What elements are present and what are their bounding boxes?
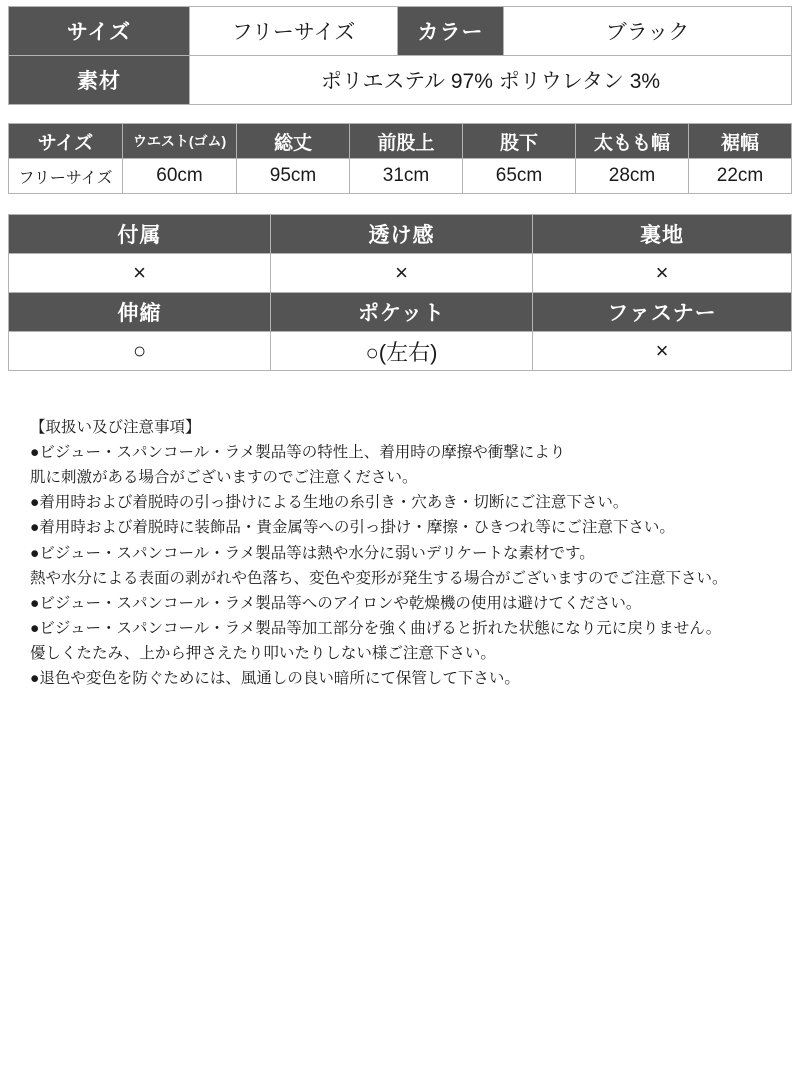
attr-header-zipper: ファスナー xyxy=(533,293,792,332)
attribute-table xyxy=(8,214,792,371)
measure-header-hem-width: 裾幅 xyxy=(689,124,792,159)
care-notes xyxy=(8,415,792,691)
measurement-table xyxy=(8,123,792,194)
measure-header-thigh-width: 太もも幅 xyxy=(576,124,689,159)
attr-header-pocket: ポケット xyxy=(271,293,533,332)
attr-header-accessory: 付属 xyxy=(9,215,271,254)
spec-label-material: 素材 xyxy=(9,56,190,105)
measure-value-inseam: 65cm xyxy=(463,159,576,194)
care-note-line: 肌に刺激がある場合がございますのでご注意ください。 xyxy=(30,469,418,487)
measure-value-thigh-width: 28cm xyxy=(576,159,689,194)
attr-value-sheerness: × xyxy=(271,254,533,293)
attr-value-lining: × xyxy=(533,254,792,293)
measure-value-waist: 60cm xyxy=(123,159,237,194)
measure-header-waist: ウエスト(ゴム) xyxy=(123,124,237,159)
attr-value-stretch: ○ xyxy=(9,332,271,371)
measure-value-size: フリーサイズ xyxy=(9,159,123,194)
measure-value-hem-width: 22cm xyxy=(689,159,792,194)
care-note-line: 優しくたたみ、上から押さえたり叩いたりしない様ご注意下さい。 xyxy=(30,644,496,662)
care-notes-title: 【取扱い及び注意事項】 xyxy=(30,419,201,436)
table-row xyxy=(9,254,792,293)
attr-header-lining: 裏地 xyxy=(533,215,792,254)
care-note-line: ●着用時および着脱時に装飾品・貴金属等への引っ掛け・摩擦・ひきつれ等にご注意下さい。 xyxy=(30,519,675,537)
table-header-row xyxy=(9,124,792,159)
care-note-line: ●ビジュー・スパンコール・ラメ製品等へのアイロンや乾燥機の使用は避けてください。 xyxy=(30,594,642,612)
table-row xyxy=(9,56,792,105)
care-note-line: ●ビジュー・スパンコール・ラメ製品等加工部分を強く曲げると折れた状態になり元に戻りません。 xyxy=(30,619,722,637)
spec-table xyxy=(8,6,792,105)
measure-value-total-length: 95cm xyxy=(237,159,350,194)
attr-value-zipper: × xyxy=(533,332,792,371)
care-note-line: ●着用時および着脱時の引っ掛けによる生地の糸引き・穴あき・切断にご注意下さい。 xyxy=(30,494,629,512)
table-row xyxy=(9,332,792,371)
table-row xyxy=(9,7,792,56)
table-header-row xyxy=(9,293,792,332)
measure-header-total-length: 総丈 xyxy=(237,124,350,159)
attr-value-pocket: ○(左右) xyxy=(271,332,533,371)
care-note-line: ●ビジュー・スパンコール・ラメ製品等の特性上、着用時の摩擦や衝撃により xyxy=(30,444,566,462)
measure-header-size: サイズ xyxy=(9,124,123,159)
spec-label-size: サイズ xyxy=(9,7,190,56)
attr-value-accessory: × xyxy=(9,254,271,293)
care-note-line: ●退色や変色を防ぐためには、風通しの良い暗所にて保管して下さい。 xyxy=(30,670,520,688)
measure-header-inseam: 股下 xyxy=(463,124,576,159)
spec-label-color: カラー xyxy=(398,7,504,56)
care-note-line: 熱や水分による表面の剥がれや色落ち、変色や変形が発生する場合がございますのでご注意下さい。 xyxy=(30,569,728,587)
measure-header-front-rise: 前股上 xyxy=(350,124,463,159)
measure-value-front-rise: 31cm xyxy=(350,159,463,194)
spec-value-color: ブラック xyxy=(504,7,792,56)
care-note-line: ●ビジュー・スパンコール・ラメ製品等は熱や水分に弱いデリケートな素材です。 xyxy=(30,544,595,562)
spec-value-material: ポリエステル 97% ポリウレタン 3% xyxy=(190,56,792,105)
table-header-row xyxy=(9,215,792,254)
spec-value-size: フリーサイズ xyxy=(190,7,398,56)
table-row xyxy=(9,159,792,194)
attr-header-stretch: 伸縮 xyxy=(9,293,271,332)
attr-header-sheerness: 透け感 xyxy=(271,215,533,254)
